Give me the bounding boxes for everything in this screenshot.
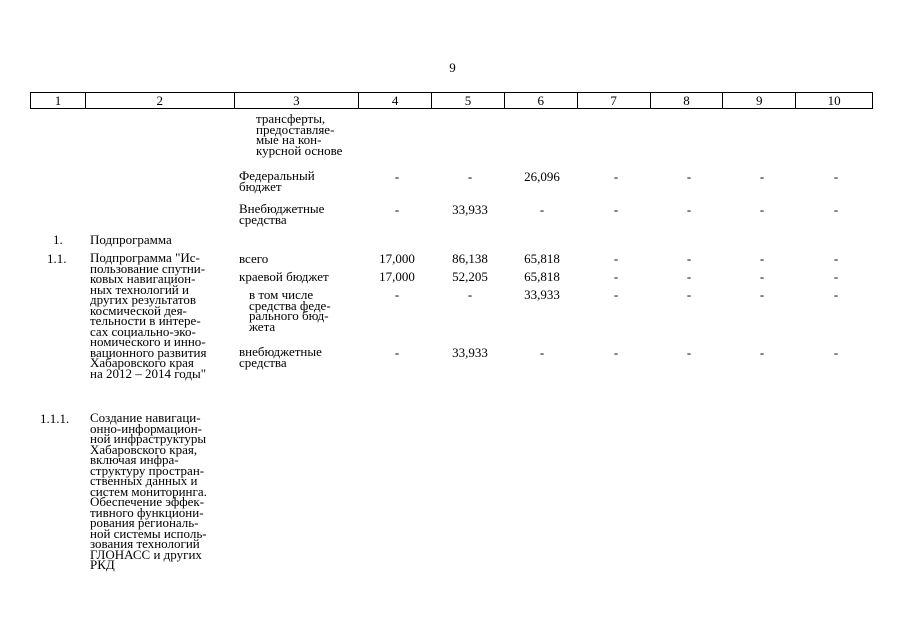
source-transfers-cont: трансферты, предоставляе- мые на кон- курсной основе xyxy=(256,111,343,158)
federal-c4: - xyxy=(394,169,400,184)
header-col-6: 6 xyxy=(505,93,578,108)
regional-c9: - xyxy=(759,269,765,284)
header-col-10: 10 xyxy=(827,93,841,108)
prog-1-name: Подпрограмма xyxy=(90,232,172,247)
item-1-1-1-name: Создание навигаци- онно-информацион- ной инфраструктуры Хабаровского края, включая инфра- структуру простран- ственных данных и систем мониторинга. Обеспечение эффек- тивного функциони- рования региональ- ной системы исполь- зования технологий ГЛОНАСС и других РКД xyxy=(90,410,207,572)
regional-c7: - xyxy=(613,269,619,284)
extra1-c8: - xyxy=(686,202,692,217)
extra1-c10: - xyxy=(833,202,839,217)
item-1-1-1-number: 1.1.1. xyxy=(40,411,70,426)
incl-c7: - xyxy=(613,287,619,302)
incl-c9: - xyxy=(759,287,765,302)
extra2-c7: - xyxy=(613,345,619,360)
extra2-c5: 33,933 xyxy=(452,345,488,360)
extra1-c7: - xyxy=(613,202,619,217)
table-header xyxy=(30,92,873,109)
federal-c9: - xyxy=(759,169,765,184)
extra2-c6: - xyxy=(539,345,545,360)
federal-c8: - xyxy=(686,169,692,184)
header-col-4: 4 xyxy=(359,93,432,108)
extra2-c8: - xyxy=(686,345,692,360)
header-col-1: 1 xyxy=(31,93,86,108)
extra1-c6: - xyxy=(539,202,545,217)
source-federal: Федеральный бюджет xyxy=(239,168,315,194)
total-c4: 17,000 xyxy=(379,251,415,266)
regional-c10: - xyxy=(833,269,839,284)
extra2-c9: - xyxy=(759,345,765,360)
regional-c8: - xyxy=(686,269,692,284)
extra2-c10: - xyxy=(833,345,839,360)
federal-c6: 26,096 xyxy=(524,169,560,184)
header-col-8: 8 xyxy=(651,93,724,108)
total-c10: - xyxy=(833,251,839,266)
extra2-c4: - xyxy=(394,345,400,360)
source-regional: краевой бюджет xyxy=(239,269,329,284)
total-c7: - xyxy=(613,251,619,266)
page-number: 9 xyxy=(449,60,456,75)
prog-1-number: 1. xyxy=(53,232,63,247)
extra1-c9: - xyxy=(759,202,765,217)
incl-c6: 33,933 xyxy=(524,287,560,302)
sub-1-1-name: Подпрограмма "Ис- пользование спутни- ковых навигацион- ных технологий и других результатов космической дея- тельности в интере- сах социально-эко- номического и инно- вационного развития Хабаровского края на 2012 – 2014 годы" xyxy=(90,250,207,381)
extra1-c5: 33,933 xyxy=(452,202,488,217)
header-col-7: 7 xyxy=(578,93,651,108)
total-c6: 65,818 xyxy=(524,251,560,266)
federal-c10: - xyxy=(833,169,839,184)
total-c5: 86,138 xyxy=(452,251,488,266)
total-c9: - xyxy=(759,251,765,266)
extra1-c4: - xyxy=(394,202,400,217)
incl-c8: - xyxy=(686,287,692,302)
regional-c5: 52,205 xyxy=(452,269,488,284)
federal-c7: - xyxy=(613,169,619,184)
source-total: всего xyxy=(239,251,269,266)
incl-c4: - xyxy=(394,287,400,302)
sub-1-1-number: 1.1. xyxy=(47,251,67,266)
source-extra-2: внебюджетные средства xyxy=(239,344,322,370)
source-extra-1: Внебюджетные средства xyxy=(239,201,325,227)
header-col-3: 3 xyxy=(235,93,360,108)
header-col-9: 9 xyxy=(723,93,796,108)
federal-c5: - xyxy=(467,169,473,184)
regional-c4: 17,000 xyxy=(379,269,415,284)
total-c8: - xyxy=(686,251,692,266)
header-col-2: 2 xyxy=(86,93,235,108)
incl-c10: - xyxy=(833,287,839,302)
header-col-5: 5 xyxy=(432,93,505,108)
source-incl-federal: в том числе средства феде- рального бюд- жета xyxy=(249,287,331,334)
incl-c5: - xyxy=(467,287,473,302)
regional-c6: 65,818 xyxy=(524,269,560,284)
